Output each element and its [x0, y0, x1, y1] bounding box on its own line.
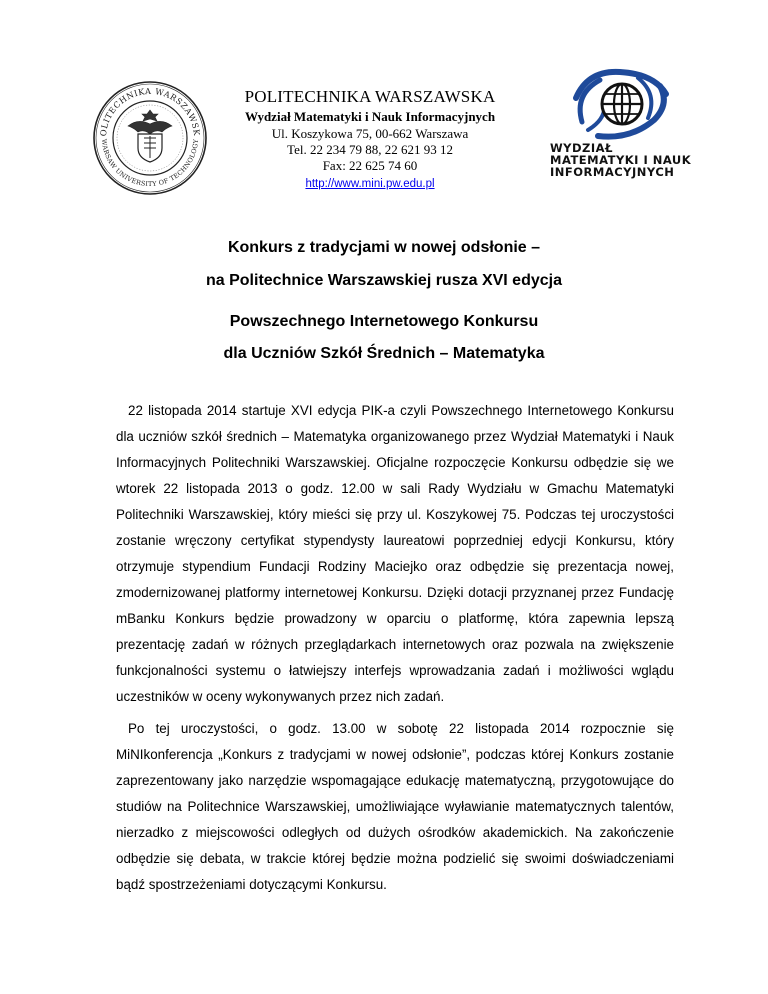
- faculty-logo-text: [550, 142, 691, 178]
- website-link[interactable]: http://www.mini.pw.edu.pl: [305, 178, 435, 190]
- institution-name: POLITECHNIKA WARSZAWSKA: [244, 87, 496, 106]
- seal-text-top: OLITECHNIKA WARSZAWSK: [97, 85, 203, 137]
- document-title: [100, 238, 668, 364]
- letterhead: [214, 86, 526, 193]
- body-paragraph-1: 22 listopada 2014 startuje XVI edycja PIK-a czyli Powszechnego Internetowego Konkursu dla uczniów szkół średnich – Matematyka organizowanego przez Wydział Matematyki i Nauk Informacyjnych Politechniki Warszawskiej. Oficjalne rozpoczęcie Konkursu odbędzie się we wtorek 22 listopada 2013 o godz. 12.00 w sali Rady Wydziału w Gmachu Matematyki Politechniki Warszawskiej, który mieści się przy ul. Koszykowej 75. Podczas tej uroczystości zostanie wręczony certyfikat stypendysty laureatowi poprzedniej edycji Konkursu, który otrzymuje stypendium Fundacji Rodziny Maciejko oraz odbędzie się prezentacja nowej, zmodernizowanej platformy internetowej Konkursu. Dzięki dotacji przyznanej przez Fundację mBanku Konkurs będzie prowadzony w oparciu o platformę, która zapewnia lepszą prezentację zadań w różnych przeglądarkach internetowych oraz pozwala na zwiększenie funkcjonalności systemu o łatwiejszy interfejs wprowadzania zadań i możliwości wglądu uczestników w oceny wykonywanych przez nich zadań.: [116, 403, 674, 704]
- faculty-logo-icon: [568, 64, 676, 140]
- logo-line-1: WYDZIAŁ: [550, 141, 613, 155]
- faculty-logo: [540, 64, 692, 182]
- address-line: Ul. Koszykowa 75, 00-662 Warszawa: [271, 126, 469, 141]
- document-body: [116, 398, 674, 898]
- body-paragraph-2: Po tej uroczystości, o godz. 13.00 w sobotę 22 listopada 2014 rozpocznie się MiNIkonferencja „Konkurs z tradycjami w nowej odsłonie”, podczas której Konkurs zostanie zaprezentowany jako narzędzie wspomagające edukację matematyczną, przygotowujące do studiów na Politechnice Warszawskiej, umożliwiające wyławianie matematycznych talentów, nierzadko z miejscowości odległych od dużych ośrodków akademickich. Na zakończenie odbędzie się debata, w trakcie której będzie można podzielić się swoimi doświadczeniami bądź spostrzeżeniami dotyczącymi Konkursu.: [116, 721, 674, 892]
- university-seal-icon: [92, 80, 208, 196]
- logo-line-2: MATEMATYKI I NAUK: [550, 153, 692, 167]
- faculty-name: Wydział Matematyki i Nauk Informacyjnych: [244, 109, 496, 124]
- phone-line: Tel. 22 234 79 88, 22 621 93 12: [287, 142, 453, 157]
- seal-text-bottom: WARSAW UNIVERSITY OF TECHNOLOGY: [99, 138, 201, 189]
- fax-line: Fax: 22 625 74 60: [322, 158, 418, 173]
- university-seal: [92, 80, 208, 196]
- title-line-2: na Politechnice Warszawskiej rusza XVI edycja: [205, 272, 562, 289]
- title-line-3: Powszechnego Internetowego Konkursu: [229, 313, 539, 330]
- title-line-1: Konkurs z tradycjami w nowej odsłonie –: [227, 239, 541, 256]
- title-line-4: dla Uczniów Szkół Średnich – Matematyka: [223, 345, 545, 362]
- logo-line-3: INFORMACYJNYCH: [550, 165, 675, 179]
